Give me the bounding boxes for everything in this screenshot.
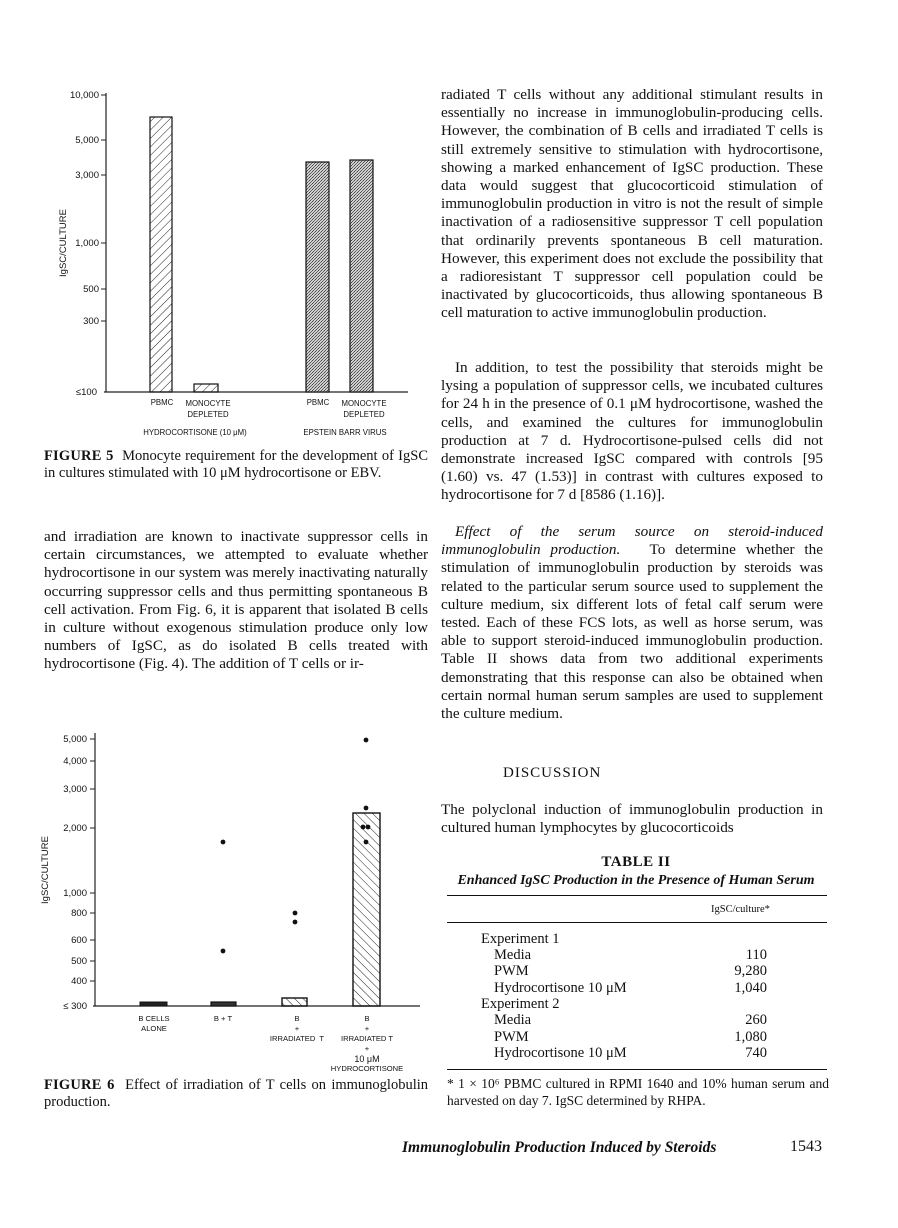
bar-label: B + T	[213, 1014, 233, 1023]
discussion-heading: DISCUSSION	[503, 765, 602, 781]
bar-label: B + IRRADIATED T + 10 μM HYDROCORTISONE	[330, 1014, 404, 1073]
bar-label: MONOCYTE DEPLETED	[185, 399, 231, 419]
table-row-value: 740	[745, 1045, 767, 1061]
y-axis	[40, 733, 95, 1012]
svg-text:500: 500	[71, 956, 87, 967]
bars	[150, 117, 373, 392]
svg-text:4,000: 4,000	[63, 756, 87, 767]
table-row-label: Experiment 2	[481, 996, 560, 1012]
svg-text:IgSC/CULTURE: IgSC/CULTURE	[58, 209, 69, 277]
bar-label: MONOCYTE DEPLETED	[341, 399, 387, 419]
table-row-value: 110	[745, 947, 767, 963]
group-label-ebv: EPSTEIN BARR VIRUS	[303, 428, 387, 437]
svg-text:3,000: 3,000	[75, 170, 99, 181]
figure-6-caption: FIGURE 6 Effect of irradiation of T cells on immunoglobulin production.	[44, 1077, 428, 1110]
table-row-label: Media	[494, 947, 532, 963]
running-title: Immunoglobulin Production Induced by Steroids	[402, 1139, 717, 1156]
svg-text:600: 600	[71, 935, 87, 946]
table-row-value: 1,080	[734, 1029, 767, 1045]
page-number: 1543	[790, 1138, 822, 1155]
svg-text:5,000: 5,000	[75, 135, 99, 146]
bar-label: PBMC	[306, 398, 330, 407]
discussion-paragraph: The polyclonal induction of immunoglobulin production in cultured human lymphocytes by glucocorticoids	[441, 801, 823, 837]
svg-text:300: 300	[83, 316, 99, 327]
right-paragraph-2: In addition, to test the possibility that steroids might be lysing a population of suppressor cells, we incubated cultures for 24 h in the presence of 0.1 μM hydrocortisone, washed the cells, and examined the cultures for immunoglobulin production at 7 d. Hydrocortisone-pulsed cells did not demonstrate increased IgSC compared with controls [95 (1.60) vs. 47 (1.53)] in contrast with cultures exposed to hydrocortisone for 7 d [8586 (1.16)].	[441, 359, 823, 504]
svg-text:≤ 300: ≤ 300	[63, 1001, 87, 1012]
section-heading-serum-source: Effect of the serum source on steroid-induced immunoglobulin production.	[441, 523, 823, 559]
table-subtitle: Enhanced IgSC Production in the Presence of Human Serum	[457, 873, 815, 888]
table-row-label: PWM	[494, 963, 529, 979]
table-row-label: Hydrocortisone 10 μM	[494, 980, 627, 996]
svg-text:1,000: 1,000	[63, 888, 87, 899]
data-points	[221, 738, 371, 954]
table-title: TABLE II	[601, 854, 671, 870]
left-column-paragraph: and irradiation are known to inactivate suppressor cells in certain circumstances, we attempted to evaluate whether hydrocortisone in our system was merely inactivating naturally occurring suppressor cells and thus permitting spontaneous B cell activation. From Fig. 6, it is apparent that isolated B cells in culture without exogenous stimulation produce only low numbers of IgSC, as do isolated B cells treated with hydrocortisone (Fig. 4). The addition of T cells or ir-	[44, 528, 428, 673]
svg-text:≤100: ≤100	[75, 387, 97, 398]
table-row-label: Hydrocortisone 10 μM	[494, 1045, 627, 1061]
bars	[140, 813, 380, 1006]
table-footnote: * 1 × 10⁶ PBMC cultured in RPMI 1640 and 10% human serum and harvested on day 7. IgSC determined by RHPA.	[447, 1076, 829, 1108]
bar-label: PBMC	[150, 398, 174, 407]
table-row-label: PWM	[494, 1029, 529, 1045]
right-paragraph-3: Effect of the serum source on steroid-induced immunoglobulin production. To determine whether the stimulation of immunoglobulin production by steroids was related to the particular serum source used to supplement the culture medium, six different lots of fetal calf serum were tested. Each of these FCS lots, as well as horse serum, was able to support steroid-induced immunoglobulin production. Table II shows data from two additional experiments demonstrating that this response can also be obtained when certain normal human serum samples are used to supplement the culture medium.	[441, 523, 823, 723]
svg-text:500: 500	[83, 284, 99, 295]
y-axis	[58, 90, 106, 398]
table-row-value: 260	[745, 1012, 767, 1028]
table-rule-header	[447, 922, 827, 923]
column-header: IgSC/culture*	[711, 904, 770, 915]
figure-5-caption: FIGURE 5 Monocyte requirement for the development of IgSC in cultures stimulated with 10 μM hydrocortisone or EBV.	[44, 448, 429, 481]
bar-label: B + IRRADIATED T	[269, 1014, 325, 1043]
svg-text:800: 800	[71, 908, 87, 919]
svg-text:5,000: 5,000	[63, 734, 87, 745]
bar-label: B CELLS ALONE	[138, 1014, 170, 1033]
table-row-value: 9,280	[734, 963, 767, 979]
right-paragraph-1: radiated T cells without any additional stimulant results in essentially no increase in immunoglobulin-producing cells. However, the combination of B cells and irradiated T cells is still extremely sensitive to stimulation with hydrocortisone, showing a marked enhancement of IgSC production. These data would suggest that glucocorticoid stimulation of immunoglobulin production in vitro is not the result of simple inactivation of a radiosensitive suppressor T cell population that ordinarily prevents spontaneous B cell maturation. However, this experiment does not exclude the possibility that a radioresistant T suppressor cell population could be inactivated by glucocorticoids, thus allowing spontaneous B cell maturation to active immunoglobulin production.	[441, 86, 823, 322]
group-label-hydrocortisone: HYDROCORTISONE (10 μM)	[143, 428, 247, 437]
table-row-label: Experiment 1	[481, 931, 560, 947]
table-2	[441, 852, 831, 1112]
svg-text:400: 400	[71, 976, 87, 987]
svg-text:2,000: 2,000	[63, 823, 87, 834]
table-rule-top	[447, 895, 827, 896]
svg-text:3,000: 3,000	[63, 784, 87, 795]
table-row-label: Media	[494, 1012, 532, 1028]
table-rule-bottom	[447, 1069, 827, 1070]
svg-text:1,000: 1,000	[75, 238, 99, 249]
table-row-value: 1,040	[734, 980, 767, 996]
svg-text:10,000: 10,000	[69, 90, 99, 101]
svg-text:IgSC/CULTURE: IgSC/CULTURE	[40, 836, 51, 904]
